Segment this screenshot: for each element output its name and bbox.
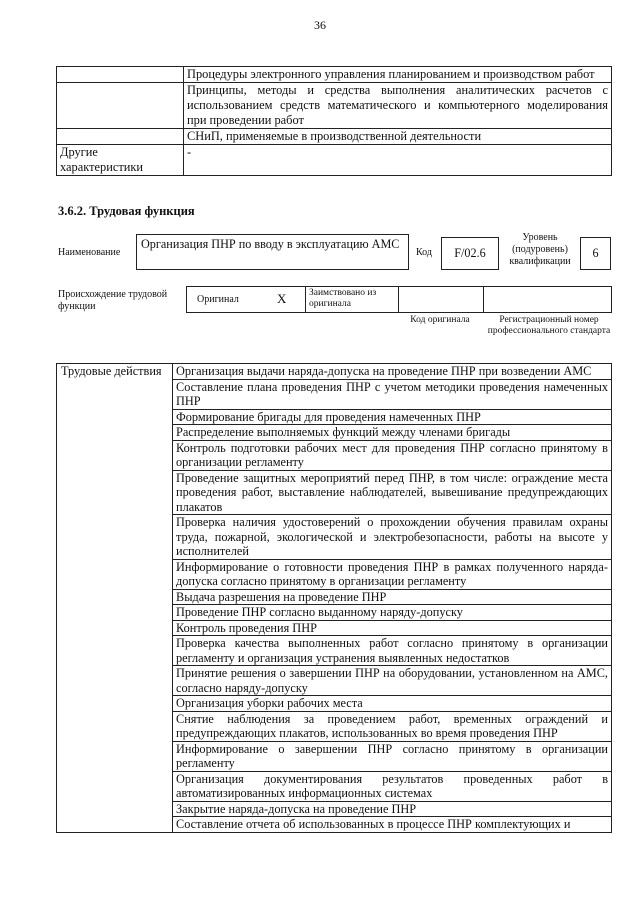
table-row bbox=[57, 364, 612, 380]
row-label: Другие характеристики bbox=[57, 145, 184, 176]
table-row bbox=[57, 145, 612, 176]
labor-action-item: Контроль подготовки рабочих мест для проведения ПНР согласно принятому в организации регламенту bbox=[173, 440, 612, 470]
row-text: Принципы, методы и средства выполнения аналитических расчетов с использованием средств математического и компьютерного моделирования при проведении работ bbox=[184, 83, 612, 129]
labor-action-item: Проведение защитных мероприятий перед ПНР, в том числе: ограждение места проведения работ, выставление наблюдателей, вывешивание предупреждающих плакатов bbox=[173, 470, 612, 515]
original-cell bbox=[187, 287, 306, 312]
row-label bbox=[57, 67, 184, 83]
row-label bbox=[57, 129, 184, 145]
table-row bbox=[57, 67, 612, 83]
row-label bbox=[57, 83, 184, 129]
labor-action-item: Принятие решения о завершении ПНР на оборудовании, установленном на АМС, согласно наряду-допуску bbox=[173, 666, 612, 696]
row-text: - bbox=[184, 145, 612, 176]
origin-box bbox=[186, 286, 612, 313]
reg-number-caption: Регистрационный номер профессионального стандарта bbox=[487, 315, 611, 336]
original-label: Оригинал bbox=[197, 294, 239, 305]
original-code-caption: Код оригинала bbox=[410, 315, 470, 325]
knowledge-table bbox=[56, 66, 612, 176]
function-name: Организация ПНР по вводу в эксплуатацию АМС bbox=[136, 234, 409, 270]
page-number: 36 bbox=[314, 18, 326, 32]
labor-action-item: Проведение ПНР согласно выданному наряду-допуску bbox=[173, 605, 612, 621]
labor-action-item: Организация уборки рабочих места bbox=[173, 696, 612, 712]
labor-action-item: Составление плана проведения ПНР с учетом методики проведения намеченных ПНР bbox=[173, 379, 612, 409]
labor-action-item: Формирование бригады для проведения намеченных ПНР bbox=[173, 409, 612, 425]
level-label: Уровень (подуровень) квалификации bbox=[509, 232, 571, 267]
labor-action-item: Составление отчета об использованных в процессе ПНР комплектующих и bbox=[173, 817, 612, 833]
borrowed-cell bbox=[306, 287, 399, 312]
labor-action-item: Организация документирования результатов проведенных работ в автоматизированных информационных системах bbox=[173, 771, 612, 801]
origin-label: Происхождение трудовой функции bbox=[58, 289, 168, 312]
row-text: СНиП, применяемые в производственной деятельности bbox=[184, 129, 612, 145]
labor-actions-label: Трудовые действия bbox=[57, 364, 173, 833]
labor-action-item: Информирование о готовности проведения ПНР в рамках полученного наряда-допуска согласно принятому в организации регламенту bbox=[173, 559, 612, 589]
labor-action-item: Закрытие наряда-допуска на проведение ПНР bbox=[173, 801, 612, 817]
function-code: F/02.6 bbox=[441, 237, 499, 270]
labor-action-item: Организация выдачи наряда-допуска на проведение ПНР при возведении АМС bbox=[173, 364, 612, 380]
table-row bbox=[57, 129, 612, 145]
labor-actions-table bbox=[56, 363, 612, 833]
original-code-cell bbox=[399, 287, 484, 312]
labor-action-item: Проверка наличия удостоверений о прохождении обучения правилам охраны труда, пожарной, экологической и электробезопасности, работы на высоте у исполнителей bbox=[173, 515, 612, 560]
table-row bbox=[57, 83, 612, 129]
labor-action-item: Проверка качества выполненных работ согласно принятому в организации регламенту и организация устранения выявленных недостатков bbox=[173, 636, 612, 666]
name-label: Наименование bbox=[58, 247, 121, 258]
borrowed-label: Заимствовано из оригинала bbox=[309, 288, 377, 309]
labor-action-item: Выдача разрешения на проведение ПНР bbox=[173, 589, 612, 605]
qualification-level: 6 bbox=[580, 237, 611, 270]
code-label: Код bbox=[416, 247, 432, 258]
section-title: 3.6.2. Трудовая функция bbox=[58, 204, 195, 218]
labor-action-item: Информирование о завершении ПНР согласно принятому в организации регламенту bbox=[173, 741, 612, 771]
labor-action-item: Контроль проведения ПНР bbox=[173, 620, 612, 636]
row-text: Процедуры электронного управления планированием и производством работ bbox=[184, 67, 612, 83]
labor-action-item: Распределение выполняемых функций между членами бригады bbox=[173, 425, 612, 441]
labor-action-item: Снятие наблюдения за проведением работ, временных ограждений и предупреждающих плакатов, использованных во время проведения ПНР bbox=[173, 711, 612, 741]
original-mark: X bbox=[277, 291, 287, 306]
reg-number-cell bbox=[484, 287, 611, 312]
